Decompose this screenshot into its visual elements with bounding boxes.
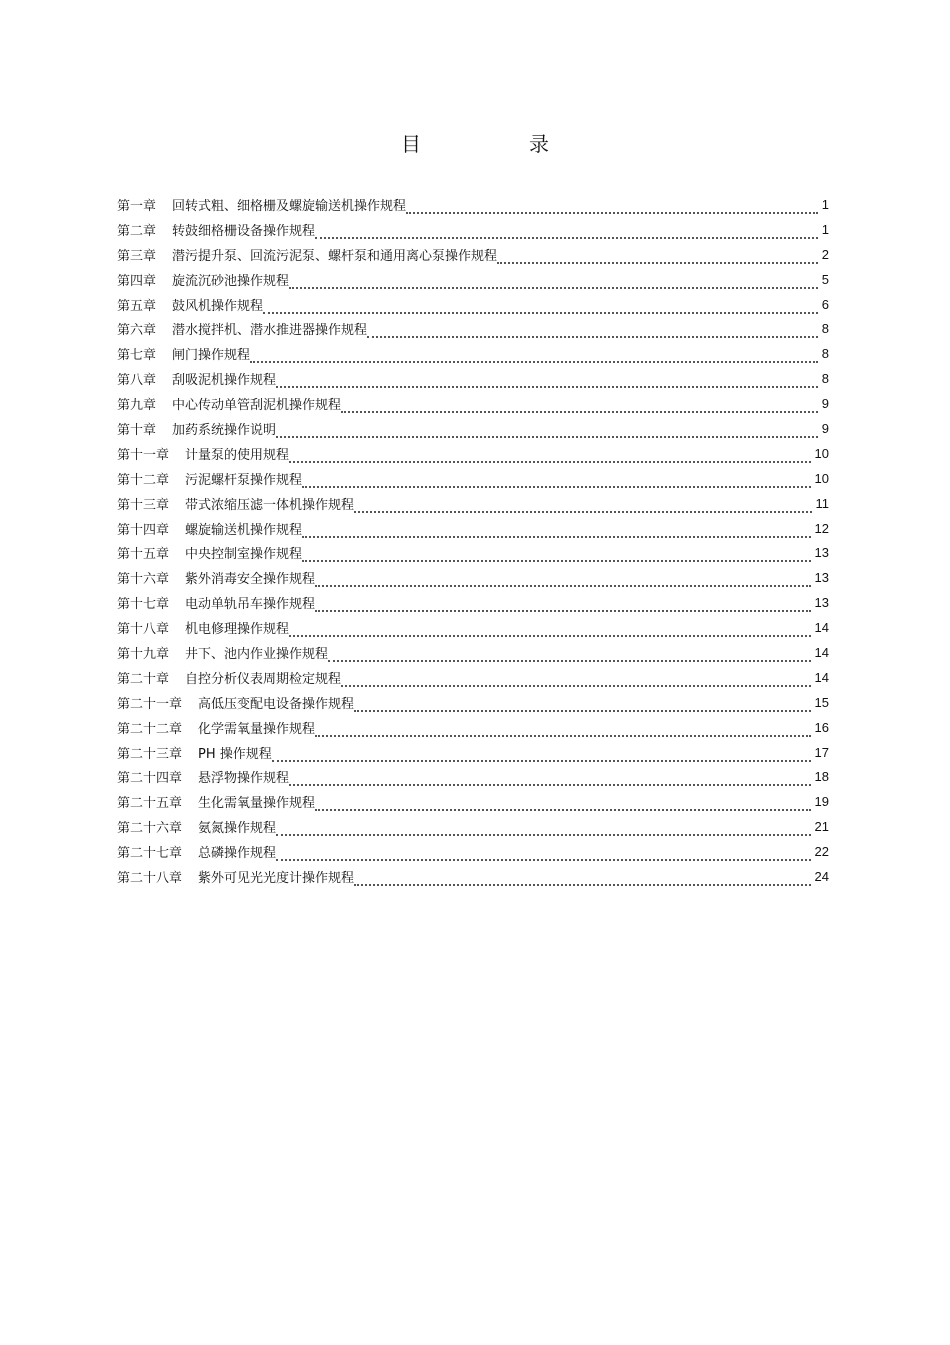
- toc-dot-leader: [289, 274, 818, 289]
- toc-chapter-title: 潜水搅拌机、潜水推进器操作规程: [172, 323, 368, 339]
- toc-chapter-title: 氨氮操作规程: [198, 821, 277, 837]
- toc-entry[interactable]: [117, 789, 829, 814]
- toc-chapter-number: 第二章: [117, 223, 157, 239]
- toc-entry[interactable]: [117, 242, 829, 267]
- toc-dot-leader: [354, 498, 811, 513]
- toc-dot-leader: [341, 398, 818, 413]
- toc-dot-leader: [354, 697, 811, 712]
- toc-dot-leader: [250, 348, 818, 363]
- toc-chapter-number: 第十二章: [117, 472, 170, 488]
- toc-chapter-number: 第十四章: [117, 522, 170, 538]
- toc-chapter-number: 第四章: [117, 273, 157, 289]
- toc-page-number: 10: [814, 470, 829, 486]
- toc-page-number: 17: [814, 744, 829, 760]
- toc-chapter-title: 闸门操作规程: [172, 348, 251, 364]
- toc-chapter-title: 电动单轨吊车操作规程: [185, 597, 316, 613]
- toc-entry[interactable]: [117, 839, 829, 864]
- toc-entry[interactable]: [117, 516, 829, 541]
- toc-chapter-title: 刮吸泥机操作规程: [172, 373, 277, 389]
- toc-list: [117, 192, 829, 889]
- toc-dot-leader: [302, 473, 811, 488]
- toc-chapter-title: 悬浮物操作规程: [198, 771, 290, 787]
- toc-chapter-number: 第十一章: [117, 447, 170, 463]
- toc-page-number: 8: [821, 346, 829, 362]
- toc-entry[interactable]: [117, 814, 829, 839]
- toc-chapter-number: 第十七章: [117, 597, 170, 613]
- toc-chapter-title: 机电修理操作规程: [185, 622, 290, 638]
- toc-chapter-number: 第三章: [117, 248, 157, 264]
- toc-chapter-title: 井下、池内作业操作规程: [185, 646, 329, 662]
- toc-page-number: 24: [814, 868, 829, 884]
- toc-chapter-number: 第二十六章: [117, 821, 183, 837]
- toc-dot-leader: [354, 871, 811, 886]
- toc-chapter-title: 高低压变配电设备操作规程: [198, 696, 355, 712]
- toc-page-number: 9: [821, 420, 829, 436]
- toc-dot-leader: [315, 796, 811, 811]
- toc-chapter-number: 第二十四章: [117, 771, 183, 787]
- toc-entry[interactable]: [117, 615, 829, 640]
- toc-dot-leader: [289, 622, 811, 637]
- toc-chapter-title: 中央控制室操作规程: [185, 547, 303, 563]
- toc-chapter-title: 计量泵的使用规程: [185, 447, 290, 463]
- toc-chapter-number: 第五章: [117, 298, 157, 314]
- toc-chapter-title: 潜污提升泵、回流污泥泵、螺杆泵和通用离心泵操作规程: [172, 248, 498, 264]
- toc-page-number: 10: [814, 445, 829, 461]
- toc-entry[interactable]: [117, 640, 829, 665]
- toc-page-number: 9: [821, 396, 829, 412]
- toc-dot-leader: [315, 572, 811, 587]
- toc-chapter-number: 第二十章: [117, 671, 170, 687]
- toc-dot-leader: [302, 523, 811, 538]
- toc-page-number: 18: [814, 769, 829, 785]
- toc-chapter-title: 生化需氧量操作规程: [198, 796, 316, 812]
- toc-page-number: 19: [814, 794, 829, 810]
- toc-chapter-title: 带式浓缩压滤一体机操作规程: [185, 497, 355, 513]
- toc-entry[interactable]: [117, 366, 829, 391]
- toc-chapter-number: 第二十七章: [117, 846, 183, 862]
- toc-dot-leader: [315, 224, 818, 239]
- toc-page-number: 12: [814, 520, 829, 536]
- toc-entry[interactable]: [117, 267, 829, 292]
- toc-page-number: 1: [821, 196, 829, 212]
- toc-entry[interactable]: [117, 491, 829, 516]
- toc-chapter-title: 加药系统操作说明: [172, 422, 277, 438]
- toc-entry[interactable]: [117, 316, 829, 341]
- toc-dot-leader: [367, 323, 818, 338]
- toc-entry[interactable]: [117, 590, 829, 615]
- toc-dot-leader: [263, 299, 818, 314]
- toc-chapter-title: 螺旋输送机操作规程: [185, 522, 303, 538]
- toc-page-number: 13: [814, 595, 829, 611]
- toc-page-number: 14: [814, 644, 829, 660]
- toc-dot-leader: [289, 448, 811, 463]
- toc-entry[interactable]: [117, 217, 829, 242]
- toc-entry[interactable]: [117, 690, 829, 715]
- toc-entry[interactable]: [117, 192, 829, 217]
- toc-chapter-number: 第六章: [117, 323, 157, 339]
- toc-page-number: 8: [821, 371, 829, 387]
- toc-entry[interactable]: [117, 715, 829, 740]
- toc-page-number: 13: [814, 545, 829, 561]
- toc-entry[interactable]: [117, 740, 829, 765]
- toc-entry[interactable]: [117, 441, 829, 466]
- toc-dot-leader: [276, 846, 811, 861]
- toc-dot-leader: [276, 821, 811, 836]
- toc-entry[interactable]: [117, 466, 829, 491]
- toc-entry[interactable]: [117, 292, 829, 317]
- toc-chapter-title: 回转式粗、细格栅及螺旋输送机操作规程: [172, 198, 407, 214]
- toc-chapter-number: 第七章: [117, 348, 157, 364]
- toc-page-number: 8: [821, 321, 829, 337]
- toc-entry[interactable]: [117, 565, 829, 590]
- toc-chapter-title: 紫外消毒安全操作规程: [185, 572, 316, 588]
- toc-dot-leader: [276, 423, 818, 438]
- toc-dot-leader: [315, 722, 811, 737]
- toc-chapter-title: 转鼓细格栅设备操作规程: [172, 223, 316, 239]
- toc-chapter-title: 总磷操作规程: [198, 846, 277, 862]
- toc-chapter-number: 第二十二章: [117, 721, 183, 737]
- toc-chapter-title: 中心传动单管刮泥机操作规程: [172, 398, 342, 414]
- toc-page-number: 5: [821, 271, 829, 287]
- toc-page-number: 15: [814, 694, 829, 710]
- toc-dot-leader: [497, 249, 818, 264]
- toc-dot-leader: [341, 672, 811, 687]
- toc-page-number: 22: [814, 844, 829, 860]
- toc-chapter-number: 第十八章: [117, 622, 170, 638]
- toc-chapter-number: 第十九章: [117, 646, 170, 662]
- toc-chapter-title: PH 操作规程: [198, 746, 272, 762]
- toc-dot-leader: [406, 199, 818, 214]
- toc-chapter-title: 化学需氧量操作规程: [198, 721, 316, 737]
- toc-entry[interactable]: [117, 665, 829, 690]
- toc-page-number: 13: [814, 570, 829, 586]
- toc-entry[interactable]: [117, 391, 829, 416]
- toc-chapter-title: 旋流沉砂池操作规程: [172, 273, 290, 289]
- toc-dot-leader: [302, 547, 811, 562]
- toc-dot-leader: [272, 747, 811, 762]
- toc-dot-leader: [315, 597, 811, 612]
- toc-chapter-number: 第十三章: [117, 497, 170, 513]
- toc-entry[interactable]: [117, 416, 829, 441]
- toc-page-number: 6: [821, 296, 829, 312]
- toc-chapter-number: 第八章: [117, 373, 157, 389]
- toc-page-number: 21: [814, 819, 829, 835]
- toc-entry[interactable]: [117, 764, 829, 789]
- toc-chapter-number: 第一章: [117, 198, 157, 214]
- toc-page-number: 2: [821, 246, 829, 262]
- toc-chapter-number: 第九章: [117, 398, 157, 414]
- toc-page-number: 14: [814, 620, 829, 636]
- toc-dot-leader: [289, 771, 811, 786]
- toc-chapter-title: 污泥螺杆泵操作规程: [185, 472, 303, 488]
- toc-page-number: 14: [814, 669, 829, 685]
- toc-chapter-number: 第十章: [117, 422, 157, 438]
- toc-chapter-number: 第二十八章: [117, 870, 183, 886]
- toc-chapter-number: 第二十三章: [117, 746, 183, 762]
- toc-chapter-number: 第二十一章: [117, 696, 183, 712]
- toc-chapter-title: 紫外可见光光度计操作规程: [198, 870, 355, 886]
- toc-chapter-title: 自控分析仪表周期检定规程: [185, 671, 342, 687]
- toc-chapter-number: 第十五章: [117, 547, 170, 563]
- toc-chapter-number: 第十六章: [117, 572, 170, 588]
- toc-chapter-title: 鼓风机操作规程: [172, 298, 264, 314]
- toc-page-number: 1: [821, 221, 829, 237]
- toc-page-number: 11: [815, 495, 829, 511]
- toc-page-number: 16: [814, 719, 829, 735]
- toc-dot-leader: [276, 373, 818, 388]
- toc-entry[interactable]: [117, 864, 829, 889]
- toc-entry[interactable]: [117, 341, 829, 366]
- toc-dot-leader: [328, 647, 811, 662]
- page-title: 目 录: [401, 132, 593, 156]
- toc-chapter-number: 第二十五章: [117, 796, 183, 812]
- toc-entry[interactable]: [117, 540, 829, 565]
